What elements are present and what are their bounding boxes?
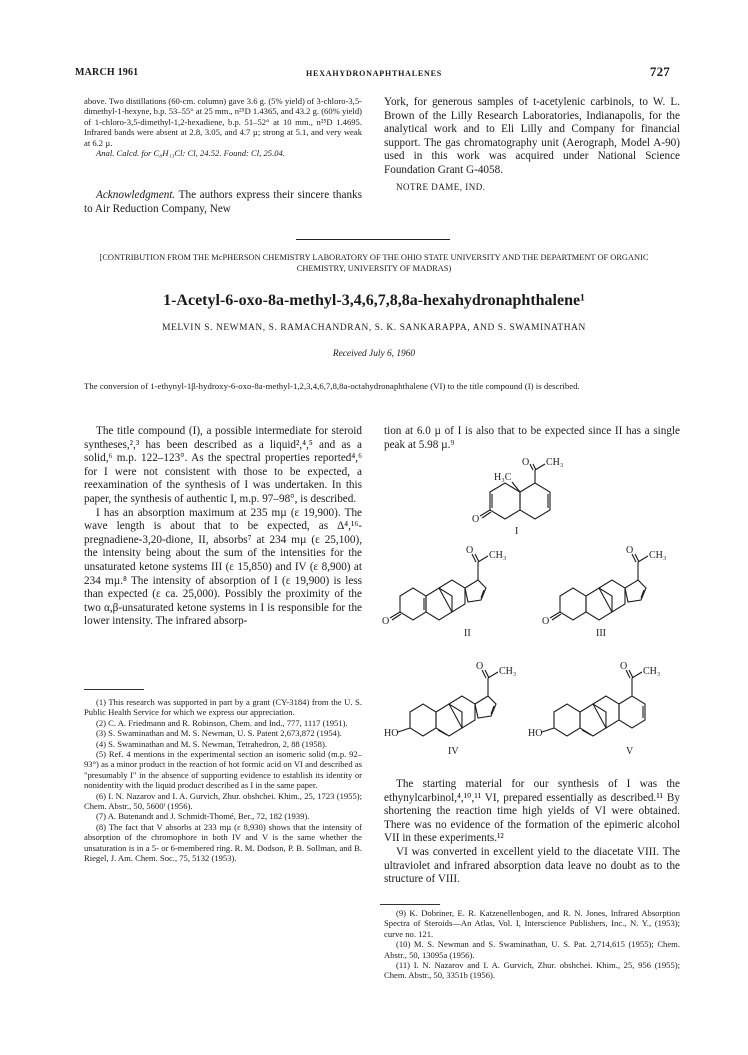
footnotes-right bbox=[384, 908, 680, 981]
methyl-label: H₃C bbox=[494, 472, 512, 483]
received-date: Received July 6, 1960 bbox=[332, 349, 416, 359]
article-abstract: The conversion of 1-ethynyl-1β-hydroxy-6-oxo-8a-methyl-1,2,3,4,6,7,8,8a-octahydronaphthalene (VI) to the title compound (I) is described. bbox=[84, 381, 580, 391]
left-body-column bbox=[84, 425, 362, 629]
oxygen-label: O bbox=[472, 514, 480, 525]
running-head-title: HEXAHYDRONAPHTHALENES bbox=[306, 69, 442, 78]
hydroxyl-label: HO bbox=[384, 728, 399, 739]
acknowledgment bbox=[84, 189, 362, 216]
methyl-label: CH₃ bbox=[499, 666, 517, 677]
running-head-date: MARCH 1961 bbox=[75, 67, 139, 78]
article-divider bbox=[296, 239, 450, 240]
footnote: (3) S. Swaminathan and M. S. Newman, U. S. Patent 2,673,872 (1954). bbox=[96, 728, 342, 739]
oxygen-label: O bbox=[382, 616, 390, 627]
structure-II bbox=[380, 540, 520, 640]
experimental-paragraph: above. Two distillations (60-cm. column) gave 3.6 g. (5% yield) of 3-chloro-3,5-dimethyl-1-hexyne, b.p. 53–55° at 25 mm., n²⁵D 1.4365, and 43.2 g. (60% yield) of 1-chloro-3,5-dimethyl-1,2-hexadiene, b.p. 51–52° at 10 mm., n²⁵D 1.4695. Infrared bands were absent at 2.8, 3.05, and 4.7 µ; strong at 5.1, and very weak at 6.2 µ. bbox=[84, 96, 363, 148]
starting-material-paragraph: The starting material for our synthesis of I was the ethynylcarbinol,⁴,¹⁰,¹¹ VI, prepared essentially as described.¹¹ By shortening the reaction time high yields of VI were obtained. There was no evidence of the formation of the epimeric alcohol VII in these experiments.¹² bbox=[384, 778, 680, 845]
structure-I bbox=[470, 457, 570, 542]
footnote: (6) I. N. Nazarov and I. A. Gurvich, Zhur. obshchei. Khim., 25, 1723 (1955); Chem. Abstr., 50, 5600ᶠ (1956). bbox=[84, 790, 362, 812]
footnote: (2) C. A. Friedmann and R. Robinson, Chem. and Ind., 777, 1117 (1951). bbox=[96, 717, 348, 728]
article-title: 1-Acetyl-6-oxo-8a-methyl-3,4,6,7,8,8a-hexahydronaphthalene¹ bbox=[163, 292, 585, 309]
acknowledgment-heading: Acknowledgment. bbox=[96, 189, 176, 201]
absorption-paragraph: I has an absorption maximum at 235 mµ (ε 19,900). The wave length is about that to be expected, as Δ⁴,¹⁶-pregnadiene-3,20-dione, II, absorbs⁷ at 234 mµ (ε 25,100), the intensity being about the sum of the intensities for the unsaturated ketone systems III (ε 15,850) and IV (ε 8,900) at 234 mµ.⁸ The intensity of absorption of I (ε 19,900) is less than expected (ε ca. 25,000). Possibly the proximity of the two α,β-unsaturated ketone systems in I is responsible for the lower intensity. The infrared absorp- bbox=[84, 506, 362, 628]
footnote-rule bbox=[380, 904, 440, 905]
compound-label-V: V bbox=[626, 746, 634, 757]
footnote: (4) S. Swaminathan and M. S. Newman, Tetrahedron, 2, 88 (1958). bbox=[96, 738, 327, 749]
footnotes-left bbox=[84, 697, 362, 864]
oxygen-label: O bbox=[522, 457, 530, 468]
signoff: NOTRE DAME, IND. bbox=[396, 181, 486, 192]
footnote: (8) The fact that V absorbs at 233 mµ (ε 8,930) shows that the intensity of absorption of the chromophore in both IV and V is the same whether the unsaturation is in a 5- or 6-membered ring. R. M. Dodson, P. B. Sollman, and B. Riegel, J. Am. Chem. Soc., 75, 5132 (1953). bbox=[84, 821, 362, 864]
hydroxyl-label: HO bbox=[528, 728, 543, 739]
footnote-rule bbox=[84, 689, 144, 690]
right-body-bottom bbox=[384, 778, 680, 887]
oxygen-label: O bbox=[466, 545, 474, 556]
footnote: (5) Ref. 4 mentions in the experimental section an isomeric solid (m.p. 92–93°) as a minor product in the reaction of hot formic acid on VI and described as "presumably I" in the absence of supporting evidence to establish its identity or nonidentity with the liquid product described as I in the same paper. bbox=[84, 749, 362, 791]
diacetate-paragraph: VI was converted in excellent yield to the diacetate VIII. The ultraviolet and infrared absorption data leave no doubt as to the structure of VIII. bbox=[384, 845, 680, 886]
infrared-paragraph: tion at 6.0 µ of I is also that to be expected since II has a single peak at 5.98 µ.⁹ bbox=[384, 425, 680, 451]
structure-V bbox=[528, 640, 678, 760]
analysis-line: Anal. Calcd. for C₈H₁₃Cl: Cl, 24.52. Found: Cl, 25.04. bbox=[96, 148, 285, 159]
methyl-label: CH₃ bbox=[643, 666, 661, 677]
acknowledgment-text: The authors express their sincere thanks to Air Reduction Company, New bbox=[84, 189, 362, 215]
article-authors: MELVIN S. NEWMAN, S. RAMACHANDRAN, S. K. SANKARAPPA, AND S. SWAMINATHAN bbox=[162, 323, 586, 333]
contribution-note: [CONTRIBUTION FROM THE McPHERSON CHEMISTRY LABORATORY OF THE OHIO STATE UNIVERSITY AND THE DEPARTMENT OF ORGANIC CHEMISTRY, UNIVERSITY OF MADRAS) bbox=[99, 253, 649, 273]
footnote: (9) K. Dobriner, E. R. Katzenellenbogen, and R. N. Jones, Infrared Absorption Spectra of Steroids—An Atlas, Vol. I, Interscience Publishers, Inc., N. Y., (1953); curve no. 121. bbox=[384, 908, 680, 939]
methyl-label: CH₃ bbox=[489, 550, 507, 561]
footnote: (1) This research was supported in part by a grant (CY-3184) from the U. S. Public Health Service for which we express our appreciation. bbox=[84, 697, 362, 718]
compound-label-IV: IV bbox=[448, 746, 459, 757]
compound-label-III: III bbox=[596, 628, 606, 639]
intro-paragraph: The title compound (I), a possible intermediate for steroid syntheses,²,³ has been described as a liquid²,⁴,⁵ and as a solid,⁶ m.p. 122–123°. As the spectral properties reported⁴,⁶ for I were not consistent with those to be expected, a reexamination of the synthesis of I was undertaken. In this paper, the synthesis of authentic I, m.p. 97–98°, is described. bbox=[84, 425, 362, 505]
methyl-label: CH₃ bbox=[649, 550, 667, 561]
page-number: 727 bbox=[649, 64, 670, 79]
methyl-label: CH₃ bbox=[546, 457, 564, 468]
oxygen-label: O bbox=[476, 661, 484, 672]
previous-article-right-column bbox=[384, 96, 680, 194]
oxygen-label: O bbox=[620, 661, 628, 672]
structure-IV bbox=[384, 640, 524, 760]
footnote: (10) M. S. Newman and S. Swaminathan, U. S. Pat. 2,714,615 (1955); Chem. Abstr., 50, 13095a (1956). bbox=[384, 939, 680, 960]
footnote: (11) I. N. Nazarov and I. A. Gurvich, Zhur. obshchei. Khim., 25, 956 (1955); Chem. Abstr., 50, 3351b (1956). bbox=[384, 960, 680, 981]
previous-article-experimental bbox=[84, 96, 362, 158]
structure-III bbox=[540, 540, 680, 640]
oxygen-label: O bbox=[542, 616, 550, 627]
right-body-top bbox=[384, 425, 680, 452]
compound-label-II: II bbox=[464, 628, 471, 639]
footnote: (7) A. Butenandt and J. Schmidt-Thomé, Ber., 72, 182 (1939). bbox=[96, 811, 310, 822]
oxygen-label: O bbox=[626, 545, 634, 556]
acknowledgment-continued: York, for generous samples of t-acetylenic carbinols, to W. L. Brown of the Lilly Research Laboratories, Indianapolis, for the analytical work and to Eli Lilly and Company for financial support. The gas chromatography unit (Aerograph, Model A-90) used in this work was acquired under National Science Foundation Grant G-4058. bbox=[384, 96, 680, 176]
compound-label-I: I bbox=[515, 526, 519, 537]
